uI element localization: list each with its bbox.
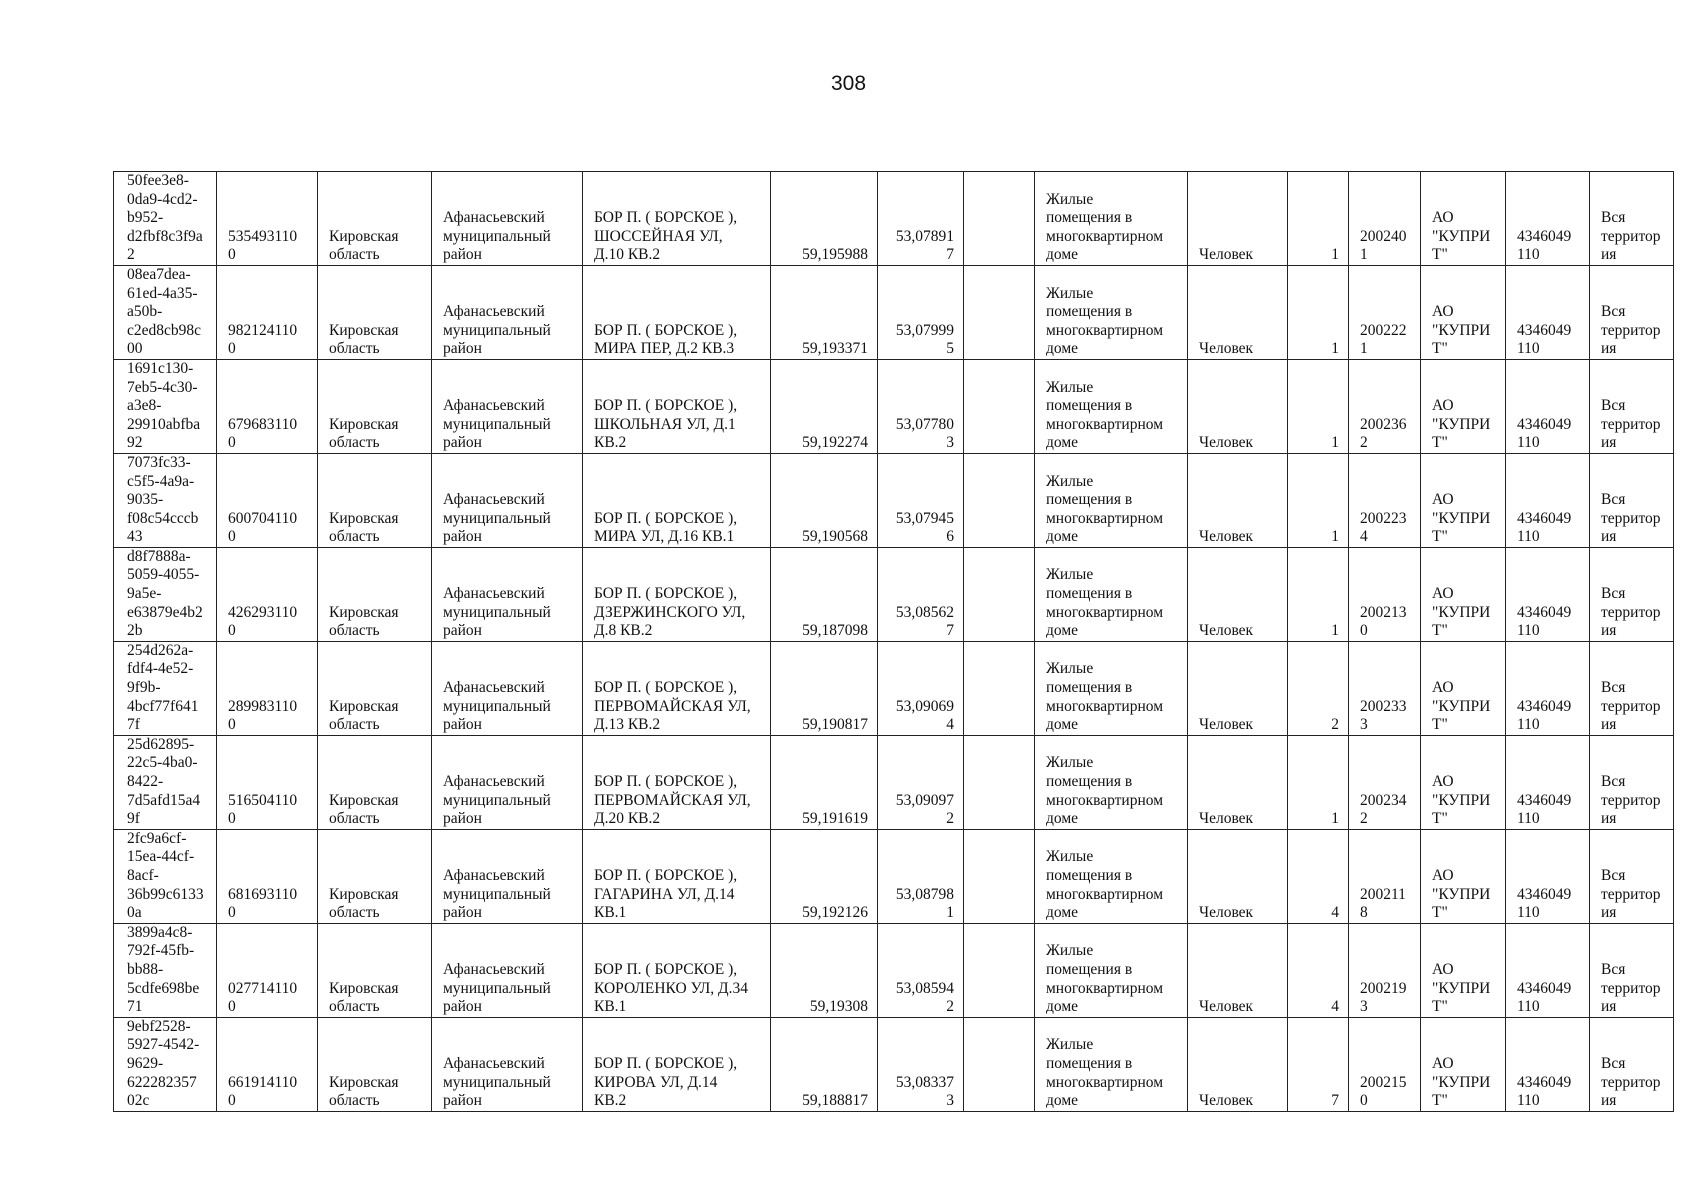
cell-territory: Вся территор ия <box>1590 453 1674 547</box>
cell-category: Жилые помещения в многоквартирном доме <box>1035 1017 1188 1111</box>
cell-district: Афанасьевский муниципальный район <box>432 641 583 735</box>
cell-longitude: 53,09097 2 <box>878 735 964 829</box>
table-row <box>114 923 1674 1017</box>
cell-longitude: 53,08594 2 <box>878 923 964 1017</box>
cell-territory: Вся территор ия <box>1590 829 1674 923</box>
cell-category: Жилые помещения в многоквартирном доме <box>1035 547 1188 641</box>
cell-id: 3899a4c8- 792f-45fb- bb88- 5cdfe698be 71 <box>114 923 217 1017</box>
cell-inn: 4346049 110 <box>1506 453 1590 547</box>
cell-id: 2fc9a6cf- 15ea-44cf- 8acf- 36b99c6133 0a <box>114 829 217 923</box>
cell-id: 50fee3e8- 0da9-4cd2- b952- d2fbf8c3f9a 2 <box>114 172 217 266</box>
cell-org: АО "КУПРИ Т" <box>1421 735 1506 829</box>
cell-code2: 200222 1 <box>1349 265 1421 359</box>
cell-unit: Человек <box>1188 359 1288 453</box>
cell-inn: 4346049 110 <box>1506 359 1590 453</box>
cell-district: Афанасьевский муниципальный район <box>432 547 583 641</box>
cell-inn: 4346049 110 <box>1506 265 1590 359</box>
table-row <box>114 829 1674 923</box>
cell-category: Жилые помещения в многоквартирном доме <box>1035 923 1188 1017</box>
page-number: 308 <box>830 72 867 95</box>
cell-id: 1691c130- 7eb5-4c30- a3e8- 29910abfba 92 <box>114 359 217 453</box>
cell-quantity: 2 <box>1288 641 1349 735</box>
cell-code2: 200215 0 <box>1349 1017 1421 1111</box>
cell-id: 7073fc33- c5f5-4a9a- 9035- f08c54cccb 43 <box>114 453 217 547</box>
cell-unit: Человек <box>1188 829 1288 923</box>
cell-unit: Человек <box>1188 172 1288 266</box>
cell-quantity: 1 <box>1288 359 1349 453</box>
cell-territory: Вся территор ия <box>1590 265 1674 359</box>
cell-code: 679683110 0 <box>217 359 318 453</box>
cell-address: БОР П. ( БОРСКОЕ ), МИРА ПЕР, Д.2 КВ.3 <box>583 265 771 359</box>
cell-quantity: 7 <box>1288 1017 1349 1111</box>
cell-quantity: 1 <box>1288 265 1349 359</box>
cell-code: 681693110 0 <box>217 829 318 923</box>
cell-territory: Вся территор ия <box>1590 547 1674 641</box>
cell-empty <box>964 547 1035 641</box>
cell-code2: 200236 2 <box>1349 359 1421 453</box>
cell-quantity: 1 <box>1288 735 1349 829</box>
cell-address: БОР П. ( БОРСКОЕ ), МИРА УЛ, Д.16 КВ.1 <box>583 453 771 547</box>
cell-code2: 200240 1 <box>1349 172 1421 266</box>
cell-territory: Вся территор ия <box>1590 172 1674 266</box>
cell-region: Кировская область <box>318 1017 432 1111</box>
cell-unit: Человек <box>1188 1017 1288 1111</box>
cell-category: Жилые помещения в многоквартирном доме <box>1035 829 1188 923</box>
cell-id: 25d62895- 22c5-4ba0- 8422- 7d5afd15a4 9f <box>114 735 217 829</box>
cell-unit: Человек <box>1188 641 1288 735</box>
cell-district: Афанасьевский муниципальный район <box>432 923 583 1017</box>
cell-region: Кировская область <box>318 735 432 829</box>
table-row <box>114 265 1674 359</box>
cell-empty <box>964 735 1035 829</box>
cell-code: 600704110 0 <box>217 453 318 547</box>
cell-empty <box>964 359 1035 453</box>
cell-region: Кировская область <box>318 923 432 1017</box>
cell-district: Афанасьевский муниципальный район <box>432 453 583 547</box>
cell-org: АО "КУПРИ Т" <box>1421 829 1506 923</box>
cell-longitude: 53,08562 7 <box>878 547 964 641</box>
cell-inn: 4346049 110 <box>1506 1017 1590 1111</box>
cell-org: АО "КУПРИ Т" <box>1421 923 1506 1017</box>
cell-org: АО "КУПРИ Т" <box>1421 453 1506 547</box>
cell-id: 9ebf2528- 5927-4542- 9629- 622282357 02c <box>114 1017 217 1111</box>
table-row <box>114 1017 1674 1111</box>
cell-inn: 4346049 110 <box>1506 829 1590 923</box>
cell-address: БОР П. ( БОРСКОЕ ), ПЕРВОМАЙСКАЯ УЛ, Д.20 КВ.2 <box>583 735 771 829</box>
cell-category: Жилые помещения в многоквартирном доме <box>1035 172 1188 266</box>
cell-org: АО "КУПРИ Т" <box>1421 172 1506 266</box>
cell-address: БОР П. ( БОРСКОЕ ), ШКОЛЬНАЯ УЛ, Д.1 КВ.2 <box>583 359 771 453</box>
cell-inn: 4346049 110 <box>1506 172 1590 266</box>
cell-code: 289983110 0 <box>217 641 318 735</box>
cell-latitude: 59,19308 <box>771 923 878 1017</box>
table-row <box>114 359 1674 453</box>
cell-territory: Вся территор ия <box>1590 359 1674 453</box>
cell-code: 535493110 0 <box>217 172 318 266</box>
cell-code: 982124110 0 <box>217 265 318 359</box>
cell-latitude: 59,190817 <box>771 641 878 735</box>
cell-territory: Вся территор ия <box>1590 641 1674 735</box>
cell-unit: Человек <box>1188 735 1288 829</box>
cell-territory: Вся территор ия <box>1590 1017 1674 1111</box>
cell-category: Жилые помещения в многоквартирном доме <box>1035 641 1188 735</box>
cell-inn: 4346049 110 <box>1506 641 1590 735</box>
cell-org: АО "КУПРИ Т" <box>1421 641 1506 735</box>
table-row <box>114 735 1674 829</box>
cell-quantity: 4 <box>1288 829 1349 923</box>
cell-region: Кировская область <box>318 453 432 547</box>
cell-district: Афанасьевский муниципальный район <box>432 1017 583 1111</box>
cell-latitude: 59,190568 <box>771 453 878 547</box>
cell-code2: 200234 2 <box>1349 735 1421 829</box>
cell-longitude: 53,07780 3 <box>878 359 964 453</box>
cell-address: БОР П. ( БОРСКОЕ ), ГАГАРИНА УЛ, Д.14 КВ.1 <box>583 829 771 923</box>
cell-latitude: 59,192126 <box>771 829 878 923</box>
cell-district: Афанасьевский муниципальный район <box>432 265 583 359</box>
cell-org: АО "КУПРИ Т" <box>1421 359 1506 453</box>
cell-district: Афанасьевский муниципальный район <box>432 172 583 266</box>
cell-address: БОР П. ( БОРСКОЕ ), ПЕРВОМАЙСКАЯ УЛ, Д.13 КВ.2 <box>583 641 771 735</box>
cell-empty <box>964 172 1035 266</box>
table-row <box>114 172 1674 266</box>
cell-region: Кировская область <box>318 172 432 266</box>
cell-org: АО "КУПРИ Т" <box>1421 547 1506 641</box>
cell-code2: 200211 8 <box>1349 829 1421 923</box>
cell-longitude: 53,08337 3 <box>878 1017 964 1111</box>
cell-quantity: 1 <box>1288 547 1349 641</box>
cell-territory: Вся территор ия <box>1590 923 1674 1017</box>
cell-category: Жилые помещения в многоквартирном доме <box>1035 735 1188 829</box>
cell-address: БОР П. ( БОРСКОЕ ), КОРОЛЕНКО УЛ, Д.34 КВ.1 <box>583 923 771 1017</box>
cell-region: Кировская область <box>318 641 432 735</box>
cell-latitude: 59,187098 <box>771 547 878 641</box>
table-row <box>114 547 1674 641</box>
cell-code: 027714110 0 <box>217 923 318 1017</box>
cell-category: Жилые помещения в многоквартирном доме <box>1035 359 1188 453</box>
cell-org: АО "КУПРИ Т" <box>1421 1017 1506 1111</box>
cell-latitude: 59,188817 <box>771 1017 878 1111</box>
table-row <box>114 641 1674 735</box>
table-body <box>114 172 1674 1112</box>
cell-org: АО "КУПРИ Т" <box>1421 265 1506 359</box>
cell-inn: 4346049 110 <box>1506 923 1590 1017</box>
cell-category: Жилые помещения в многоквартирном доме <box>1035 453 1188 547</box>
cell-id: 08ea7dea- 61ed-4a35- a50b- c2ed8cb98c 00 <box>114 265 217 359</box>
cell-code2: 200219 3 <box>1349 923 1421 1017</box>
cell-code: 661914110 0 <box>217 1017 318 1111</box>
cell-latitude: 59,192274 <box>771 359 878 453</box>
cell-code: 426293110 0 <box>217 547 318 641</box>
cell-code: 516504110 0 <box>217 735 318 829</box>
cell-latitude: 59,195988 <box>771 172 878 266</box>
cell-longitude: 53,09069 4 <box>878 641 964 735</box>
cell-empty <box>964 1017 1035 1111</box>
cell-longitude: 53,07999 5 <box>878 265 964 359</box>
cell-quantity: 1 <box>1288 172 1349 266</box>
cell-address: БОР П. ( БОРСКОЕ ), КИРОВА УЛ, Д.14 КВ.2 <box>583 1017 771 1111</box>
cell-unit: Человек <box>1188 923 1288 1017</box>
cell-district: Афанасьевский муниципальный район <box>432 829 583 923</box>
cell-quantity: 1 <box>1288 453 1349 547</box>
cell-id: d8f7888a- 5059-4055- 9a5e- e63879e4b2 2b <box>114 547 217 641</box>
cell-region: Кировская область <box>318 547 432 641</box>
cell-code2: 200213 0 <box>1349 547 1421 641</box>
cell-region: Кировская область <box>318 359 432 453</box>
cell-category: Жилые помещения в многоквартирном доме <box>1035 265 1188 359</box>
cell-region: Кировская область <box>318 265 432 359</box>
cell-empty <box>964 453 1035 547</box>
cell-inn: 4346049 110 <box>1506 547 1590 641</box>
cell-empty <box>964 923 1035 1017</box>
table-row <box>114 453 1674 547</box>
cell-quantity: 4 <box>1288 923 1349 1017</box>
cell-code2: 200223 4 <box>1349 453 1421 547</box>
cell-empty <box>964 641 1035 735</box>
cell-longitude: 53,08798 1 <box>878 829 964 923</box>
cell-territory: Вся территор ия <box>1590 735 1674 829</box>
cell-address: БОР П. ( БОРСКОЕ ), ШОССЕЙНАЯ УЛ, Д.10 КВ.2 <box>583 172 771 266</box>
data-table <box>113 171 1674 1112</box>
cell-latitude: 59,191619 <box>771 735 878 829</box>
cell-latitude: 59,193371 <box>771 265 878 359</box>
cell-unit: Человек <box>1188 265 1288 359</box>
cell-region: Кировская область <box>318 829 432 923</box>
cell-unit: Человек <box>1188 453 1288 547</box>
cell-longitude: 53,07945 6 <box>878 453 964 547</box>
cell-empty <box>964 265 1035 359</box>
cell-id: 254d262a- fdf4-4e52- 9f9b- 4bcf77f641 7f <box>114 641 217 735</box>
cell-address: БОР П. ( БОРСКОЕ ), ДЗЕРЖИНСКОГО УЛ, Д.8 КВ.2 <box>583 547 771 641</box>
cell-code2: 200233 3 <box>1349 641 1421 735</box>
cell-district: Афанасьевский муниципальный район <box>432 735 583 829</box>
cell-longitude: 53,07891 7 <box>878 172 964 266</box>
cell-empty <box>964 829 1035 923</box>
cell-district: Афанасьевский муниципальный район <box>432 359 583 453</box>
cell-unit: Человек <box>1188 547 1288 641</box>
cell-inn: 4346049 110 <box>1506 735 1590 829</box>
